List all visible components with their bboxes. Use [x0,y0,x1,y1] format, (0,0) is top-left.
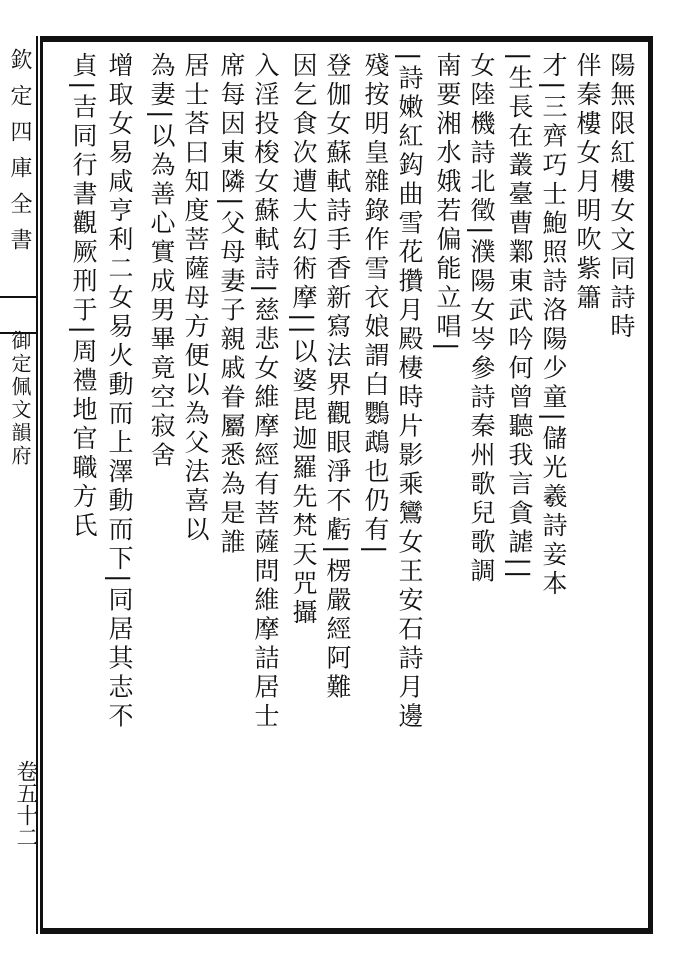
frame-bottom-border [40,928,650,934]
text-column-8: 殘按明皇雜錄作雪衣娘謂白鸚鵡也仍有| [361,52,390,558]
text-column-6: 南要湘水娥若偏能立唱| [433,52,462,355]
text-column-4: |生長在叢臺曹鄴東武吟何曾聽我言貪謔|| [505,52,534,583]
page-number: 卷五十二 [13,760,38,848]
text-column-1: 陽無限紅樓女文同詩時 [607,52,636,342]
margin-series-title: 欽定四庫全書 [7,48,32,264]
text-column-2: 伴秦樓女月明吹紫簫 [573,52,602,313]
text-column-13: 居士荅曰知度菩薩母方便以為父法喜以 [181,52,210,545]
text-column-15: 增取女易咸亨利二女易火動而上澤動而下|同居其志不 [105,52,134,732]
fish-tail-mark [0,296,36,334]
text-column-11: 入淫投梭女蘇軾詩|慈悲女維摩經有菩薩問維摩詰居士 [251,52,280,732]
text-column-3: 才|三齊巧士鮑照詩洛陽少童|儲光羲詩妾本 [539,52,568,599]
frame-right-border [648,36,653,934]
text-column-10: 因乞食次遭大幻術摩||以婆毘迦羅先梵天咒攝 [289,52,318,628]
text-column-5: 女陸機詩北徵|濮陽女岑參詩秦州歌兒歌調 [467,52,496,587]
text-column-7: |詩嫩紅鈎曲雪花攢月殿棲時片影乘鸞女王安石詩月邊 [395,52,424,732]
text-column-16: 貞|吉同行書觀厥刑于|周禮地官職方氏 [69,52,98,541]
frame-top-border [40,36,650,42]
text-column-9: 登伽女蘇軾詩手香新寫法界觀眼淨不虧|楞嚴經阿難 [323,52,352,703]
margin-book-title: 御定佩文韻府 [8,330,32,468]
text-column-12: 席每因東隣|父母妻子親戚眷屬悉為是誰 [217,52,246,558]
text-column-14: 為妻|以為善心實成男畢竟空寂舍 [147,52,176,471]
